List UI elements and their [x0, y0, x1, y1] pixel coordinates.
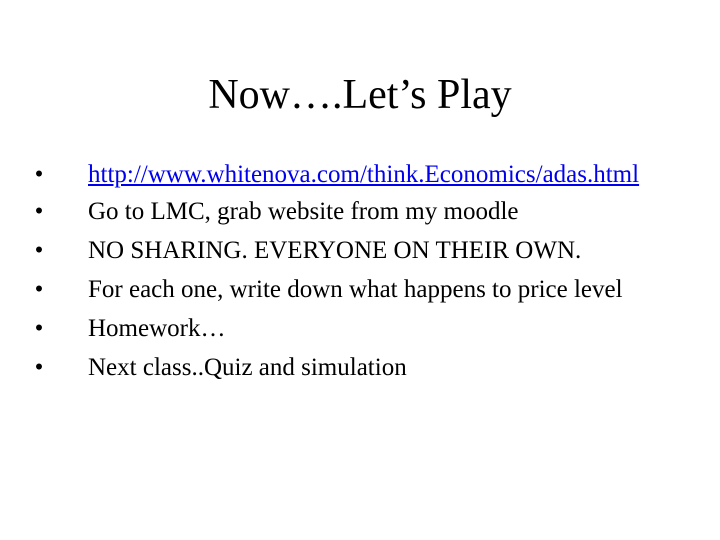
bullet-text: Go to LMC, grab website from my moodle — [88, 198, 519, 225]
slide-title: Now….Let’s Play — [208, 72, 512, 118]
bullet-text: For each one, write down what happens to price level — [88, 276, 623, 303]
bullet-dot-icon: • — [34, 276, 44, 303]
bullet-dot-icon: • — [34, 315, 44, 342]
bullet-text: Next class..Quiz and simulation — [88, 354, 407, 381]
bullet-dot-icon: • — [34, 198, 44, 225]
bullet-item — [30, 275, 670, 304]
bullet-dot-icon: • — [34, 237, 44, 264]
bullet-item — [30, 314, 670, 343]
bullet-dot-icon: • — [34, 161, 44, 188]
bullet-list — [30, 160, 670, 392]
bullet-item — [30, 236, 670, 265]
bullet-text: Homework… — [88, 315, 226, 342]
bullet-item — [30, 353, 670, 382]
bullet-dot-icon: • — [34, 354, 44, 381]
bullet-item-link[interactable] — [30, 160, 670, 189]
website-link[interactable]: http://www.whitenova.com/think.Economics/adas.html — [88, 161, 640, 188]
bullet-item — [30, 197, 670, 226]
bullet-text: NO SHARING. EVERYONE ON THEIR OWN. — [88, 237, 582, 264]
